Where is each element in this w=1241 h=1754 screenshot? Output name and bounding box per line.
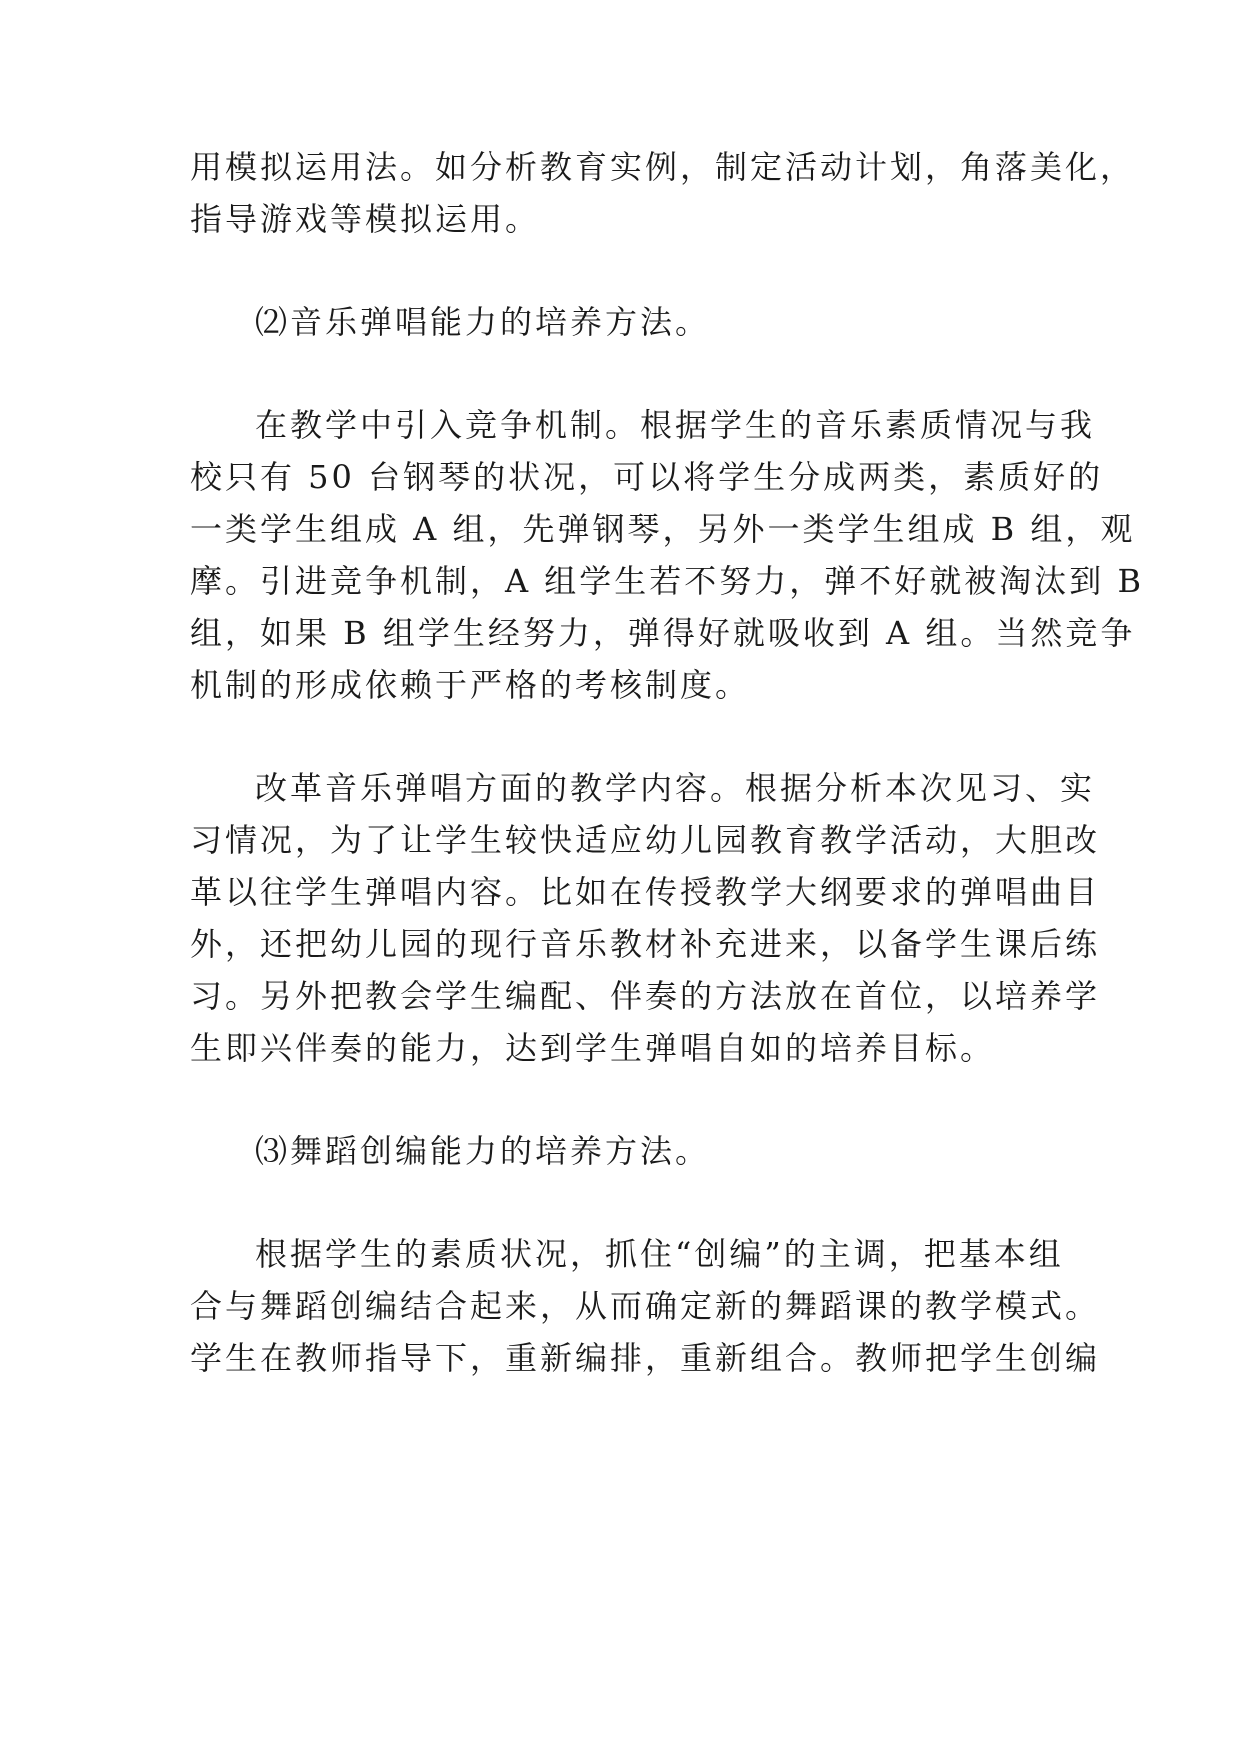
text-line: 机制的形成依赖于严格的考核制度。 [190,666,751,704]
text-line: 改革音乐弹唱方面的教学内容。根据分析本次见习、实 [255,769,1096,807]
text-line: 根据学生的素质状况，抓住“创编”的主调，把基本组 [255,1235,1064,1273]
text-line: 指导游戏等模拟运用。 [190,200,541,238]
text-line: 生即兴伴奏的能力，达到学生弹唱自如的培养目标。 [190,1029,996,1067]
text-line: 组，如果 B 组学生经努力，弹得好就吸收到 A 组。当然竞争 [190,614,1136,652]
text-line: 摩。引进竞争机制，A 组学生若不努力，弹不好就被淘汰到 B [190,562,1144,600]
text-line: 习情况，为了让学生较快适应幼儿园教育教学活动，大胆改 [190,821,1101,859]
text-line: 合与舞蹈创编结合起来，从而确定新的舞蹈课的教学模式。 [190,1287,1101,1325]
section-heading: ⑵音乐弹唱能力的培养方法。 [255,303,711,341]
text-line: 革以往学生弹唱内容。比如在传授教学大纲要求的弹唱曲目 [190,873,1101,911]
text-line: 外，还把幼儿园的现行音乐教材补充进来，以备学生课后练 [190,925,1101,963]
text-line: 在教学中引入竞争机制。根据学生的音乐素质情况与我 [255,406,1096,444]
text-line: 用模拟运用法。如分析教育实例，制定活动计划，角落美化， [190,148,1136,186]
text-line: 学生在教师指导下，重新编排，重新组合。教师把学生创编 [190,1339,1101,1377]
text-line: 校只有 50 台钢琴的状况，可以将学生分成两类，素质好的 [190,458,1104,496]
text-line: 一类学生组成 A 组，先弹钢琴，另外一类学生组成 B 组，观 [190,510,1136,548]
section-heading: ⑶舞蹈创编能力的培养方法。 [255,1132,711,1170]
text-line: 习。另外把教会学生编配、伴奏的方法放在首位，以培养学 [190,977,1101,1015]
